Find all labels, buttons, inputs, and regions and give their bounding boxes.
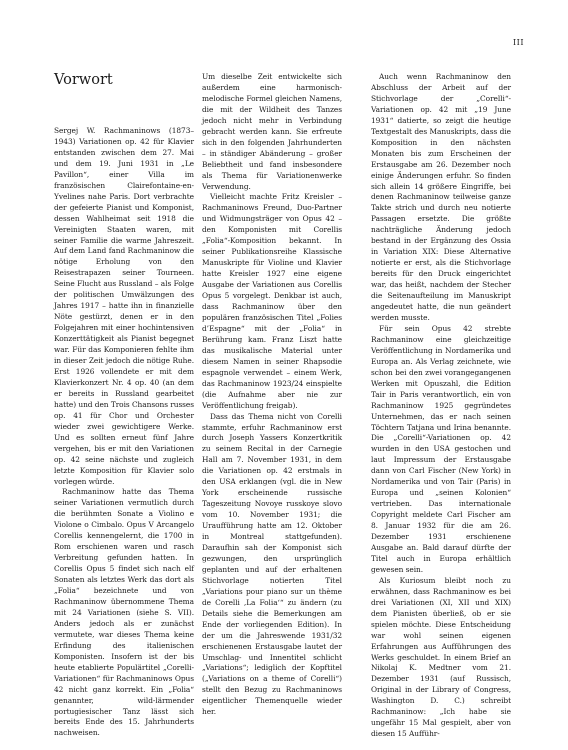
text-column-3 xyxy=(371,72,511,740)
section-heading: Vorwort xyxy=(54,72,113,88)
paragraph: Um dieselbe Zeit entwickelte sich außerdem eine harmonisch-melodische Formel gleichen Namens, die mit der Wildheit des Tanzes jedoch nicht mehr in Verbindung gebracht werden kann. Sie erfreute sich in den folgenden Jahrhunderten – in ständiger Abänderung – großer Beliebtheit und fand insbesondere als Thema für Variationenwerke Verwendung. xyxy=(202,72,342,191)
paragraph: Rachmaninow hatte das Thema seiner Variationen vermutlich durch die berühmten Sonate a Violino e Violone o Cimbalo. Opus V Arcangelo Corellis kennengelernt, die 1700 in Rom erschienen waren und rasch Verbreitung gefunden hatten. In Corellis Opus 5 findet sich nach elf Sonaten als letztes Werk das dort als „Folia“ bezeichnete und von Rachmaninow übernommene Thema mit 24 Variationen (siehe S. VII). Anders jedoch als er zunächst vermutete, war dieses Thema keine Erfindung des italienischen Komponisten. Insofern ist der bis heute etablierte Populärtitel „Corelli-Variationen“ für Rachmaninows Opus 42 nicht ganz korrekt. Ein „Folia“ genannter, wild-lärmender portugiesischer Tanz lässt sich bereits Ende des 15. Jahrhunderts nachweisen. xyxy=(54,487,194,738)
paragraph: Für sein Opus 42 strebte Rachmaninow eine gleichzeitige Veröffentlichung in Nordamerika und Europa an. Als Verlag zeichnete, wie schon bei den zwei vorangegangenen Werken mit Opuszahl, die Edition Tair in Paris verantwortlich, ein von Rachmaninow 1925 gegründetes Unternehmen, das er nach seinen Töchtern Tatjana und Irina benannte. Die „Corelli“-Variationen op. 42 wurden in den USA gestochen und laut Impressum der Erstausgabe dann von Carl Fischer (New York) in Nordamerika und von Tair (Paris) in Europa und „seinen Kolonien“ vertrieben. Das internationale Copyright meldete Carl Fischer am 8. Januar 1932 für die am 26. Dezember 1931 erschienene Ausgabe an. Bald darauf dürfte der Titel auch in Europa erhältlich gewesen sein. xyxy=(371,323,511,574)
paragraph: Auch wenn Rachmaninow den Abschluss der Arbeit auf der Stichvorlage der „Corelli“-Variationen op. 42 mit „19 June 1931“ datierte, so zeigt die heutige Textgestalt des Manuskripts, dass die Komposition in den nächsten Monaten bis zum Erscheinen der Erstausgabe am 26. Dezember noch einige Änderungen erfuhr. So finden sich allein 14 größere Eingriffe, bei denen Rachmaninow teilweise ganze Takte strich und durch neu notierte Passagen ersetzte. Die größte nachträgliche Änderung jedoch bestand in der Ergänzung des Ossia in Variation XIX: Diese Alternative notierte er erst, als die Stichvorlage bereits für den Druck eingerichtet war, das heißt, nachdem der Stecher die Seitenaufteilung im Manuskript angedeutet hatte, die nun geändert werden musste. xyxy=(371,72,511,322)
text-column-2 xyxy=(202,72,342,718)
page-number: III xyxy=(513,38,524,47)
paragraph: Dass das Thema nicht von Corelli stammte, erfuhr Rachmaninow erst durch Joseph Yassers Konzertkritik zu seinem Recital in der Carnegie Hall am 7. November 1931, in dem die Variationen op. 42 erstmals in den USA erklangen (vgl. die in New York erscheinende russische Tageszeitung Novoye russkoye slovo vom 10. November 1931; die Uraufführung hatte am 12. Oktober in Montreal stattgefunden). Daraufhin sah der Komponist sich gezwungen, den ursprünglich geplanten und auf der erhaltenen Stichvorlage notierten Titel „Variations pour piano sur un thème de Corelli ‚La Folia‘“ zu ändern (zu Details siehe die Bemerkungen am Ende der vorliegenden Edition). In der um die Jahreswende 1931/32 erschienenen Erstausgabe lautet der Umschlag- und Innentitel schlicht „Variations“; lediglich der Kopftitel („Variations on a theme of Corelli“) stellt den Bezug zu Rachmaninows eigentlicher Themenquelle wieder her. xyxy=(202,411,342,717)
paragraph: Vielleicht machte Fritz Kreisler – Rachmaninows Freund, Duo-Partner und Widmungsträger von Opus 42 – den Komponisten mit Corellis „Folia“-Komposition bekannt. In seiner Publikationsreihe Klassische Manuskripte für Violine und Klavier hatte Kreisler 1927 eine eigene Ausgabe der Variationen aus Corellis Opus 5 vorgelegt. Denkbar ist auch, dass Rachmaninow über den populären französischen Titel „Folies d’Espagne“ mit der „Folia“ in Berührung kam. Franz Liszt hatte das musikalische Material unter diesem Namen in seiner Rhapsodie espagnole verwendet – einem Werk, das Rachmaninow 1923/24 einspielte (die Aufnahme aber nie zur Veröffentlichung freigab). xyxy=(202,192,342,410)
paragraph: Sergej W. Rachmaninows (1873–1943) Variationen op. 42 für Klavier entstanden zwischen dem 27. Mai und dem 19. Juni 1931 in „Le Pavillon“, einer Villa im französischen Clairefontaine-en-Yvelines nahe Paris. Dort verbrachte der gefeierte Pianist und Komponist, dessen Wahlheimat seit 1918 die Vereinigten Staaten waren, mit seiner Familie die warme Jahreszeit. Auf dem Land fand Rachmaninow die nötige Erholung von den Reisestrapazen seiner Tourneen. Seine Flucht aus Russland – als Folge der politischen Umwälzungen des Jahres 1917 – hatte ihn in finanzielle Nöte gestürzt, denen er in den Folgejahren mit einer hochintensiven Konzerttätigkeit als Pianist begegnet war. Für das Komponieren fehlte ihm in dieser Zeit jedoch die nötige Ruhe. Erst 1926 vollendete er mit dem Klavierkonzert Nr. 4 op. 40 (an dem er bereits in Russland gearbeitet hatte) und den Trois Chansons russes op. 41 für Chor und Orchester wieder zwei gewichtigere Werke. Und es sollten erneut fünf Jahre vergehen, bis er mit den Variationen op. 42 seine nächste und zugleich letzte Komposition für Klavier solo vorlegen würde. xyxy=(54,126,194,486)
paragraph: Als Kuriosum bleibt noch zu erwähnen, dass Rachmaninow es bei drei Variationen (XI, XII und XIX) dem Pianisten überließ, ob er sie spielen möchte. Diese Entscheidung war wohl seinen eigenen Erfahrungen aus Aufführungen des Werks geschuldet. In einem Brief an Nikolaj K. Medtner vom 21. Dezember 1931 (auf Russisch, Original in der Library of Congress, Washington D. C.) schreibt Rachmaninow: „Ich habe sie ungefähr 15 Mal gespielt, aber von diesen 15 Aufführ- xyxy=(371,575,511,739)
text-column-1 xyxy=(54,126,194,739)
